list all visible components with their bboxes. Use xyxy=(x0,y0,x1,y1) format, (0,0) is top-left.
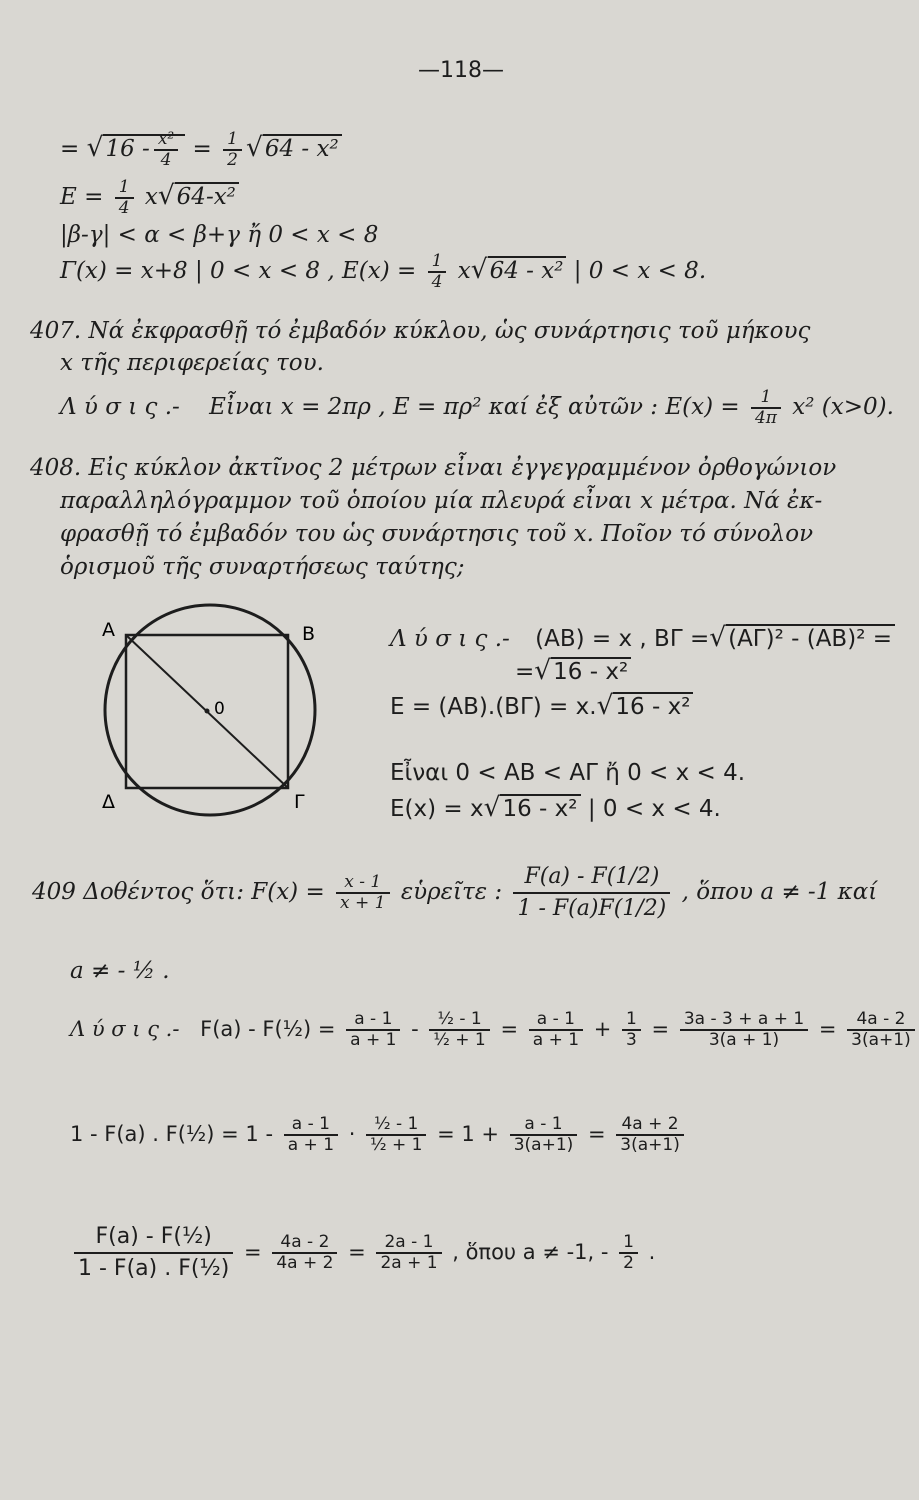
expr: x xyxy=(144,184,158,210)
problem-text: εὑρεῖτε : xyxy=(400,879,503,905)
problem-408-line-2: παραλληλόγραμμον τοῦ ὁποίου μία πλευρά εἶναι x μέτρα. Νά ἐκ- xyxy=(60,488,823,514)
expr: | 0 < x < 8. xyxy=(573,258,707,284)
solution-409-line-1 xyxy=(70,1010,919,1050)
center-point xyxy=(205,709,210,714)
derivation-line-2: E = $\frac{1}{4}$ x√64-x² xyxy=(60,178,239,218)
eq-sign: = xyxy=(60,136,87,162)
solution-409-line-2 xyxy=(70,1115,688,1155)
fraction: $\frac{1}{3}$ xyxy=(622,1010,641,1050)
operator: - xyxy=(411,1017,419,1041)
expr: (AΓ)² - (AB)² = xyxy=(726,624,895,652)
expr: F(a) - F(½) = xyxy=(200,1017,336,1041)
fraction: $\frac{4a - 2}{4a + 2}$ xyxy=(272,1233,337,1273)
expr: 1 - F(a) . F(½) = 1 - xyxy=(70,1122,274,1146)
expr: (AB) = x , BΓ = xyxy=(535,626,710,652)
fraction: $\frac{1}{4}$ xyxy=(115,178,134,218)
expr: = 1 + xyxy=(437,1122,500,1146)
vertex-label-d: Δ xyxy=(102,791,115,813)
expr: , ὅπου a ≠ -1, - xyxy=(452,1240,609,1264)
solution-407 xyxy=(60,388,894,428)
operator: = xyxy=(244,1240,262,1264)
fraction: $\frac{4a + 2}{3(a+1)}$ xyxy=(616,1115,684,1155)
problem-number: 408. xyxy=(30,455,82,481)
problem-text: Εἰς κύκλον ἀκτῖνος 2 μέτρων εἶναι ἐγγεγραμμένον ὀρθογώνιον xyxy=(88,455,837,481)
vertex-label-g: Γ xyxy=(294,791,305,813)
operator: = xyxy=(500,1017,519,1041)
fraction: $\frac{x - 1}{x + 1}$ xyxy=(336,873,389,913)
expr: 16 - xyxy=(105,136,150,162)
expr: E(x) = x xyxy=(390,796,484,822)
fraction: $\frac{\text{½ - 1}}{\text{½ + 1}}$ xyxy=(366,1115,426,1155)
fraction: $\frac{1}{2}$ xyxy=(223,130,242,170)
circle-rectangle-figure xyxy=(80,610,350,820)
expr: E = xyxy=(60,184,104,210)
operator: + xyxy=(593,1017,612,1041)
solution-label: Λ ύ σ ι ς .- xyxy=(70,1017,180,1041)
fraction: $\frac{a - 1}{a + 1}$ xyxy=(529,1010,583,1050)
problem-407-line-1 xyxy=(30,318,810,344)
solution-label: Λ ύ σ ι ς .- xyxy=(390,626,510,652)
fraction: $\frac{3a - 3 + a + 1}{3(a + 1)}$ xyxy=(680,1010,808,1050)
fraction: $\frac{1}{4\pi}$ xyxy=(751,388,781,428)
problem-number: 409 xyxy=(32,879,76,905)
expr: 64 - x² xyxy=(263,134,342,162)
fraction: $\frac{\text{x²}}{4}$ xyxy=(154,130,178,170)
expr: E = (AB).(BΓ) = x. xyxy=(390,694,597,720)
center-label: 0 xyxy=(214,699,225,719)
problem-409-line-1 xyxy=(32,862,877,924)
eq-sign: = xyxy=(515,659,535,685)
solution-408-line-3: E = (AB).(BΓ) = x.√16 - x² xyxy=(390,690,693,721)
expr: 64-x² xyxy=(175,182,239,210)
page-number: —118— xyxy=(418,58,504,83)
fraction: $\frac{1}{2}$ xyxy=(619,1233,638,1273)
solution-408-line-4: Εἶναι 0 < AB < AΓ ἤ 0 < x < 4. xyxy=(390,760,746,786)
vertex-label-b: B xyxy=(302,623,316,645)
problem-408-line-1 xyxy=(30,455,836,481)
operator: = xyxy=(651,1017,670,1041)
expr: x² (x>0). xyxy=(792,394,894,420)
solution-408-line-2: =√16 - x² xyxy=(515,655,631,686)
fraction: $\frac{\text{F(a) - F(½)}}{\text{1 - F(a) . F(½)}}$ xyxy=(74,1222,233,1284)
derivation-line-4: Γ(x) = x+8 | 0 < x < 8 , E(x) = $\frac{1}{4}$ x√64 - x² | 0 < x < 8. xyxy=(60,251,707,292)
fraction: $\frac{2a - 1}{2a + 1}$ xyxy=(376,1233,441,1273)
expr: | 0 < x < 4. xyxy=(587,796,721,822)
solution-408-line-5: E(x) = x√16 - x² | 0 < x < 4. xyxy=(390,792,721,823)
expr: 16 - x² xyxy=(500,794,580,822)
solution-408-line-1: Λ ύ σ ι ς .- (AB) = x , BΓ =√(AΓ)² - (AB)² = xyxy=(390,622,895,653)
expr: . xyxy=(648,1240,656,1264)
fraction: $\frac{a - 1}{a + 1}$ xyxy=(284,1115,338,1155)
fraction: $\frac{1}{4}$ xyxy=(428,252,447,292)
problem-number: 407. xyxy=(30,318,82,344)
expr: Γ(x) = x+8 | 0 < x < 8 , E(x) = xyxy=(60,258,417,284)
solution-label: Λ ύ σ ι ς .- xyxy=(60,394,180,420)
fraction: $\frac{a - 1}{a + 1}$ xyxy=(346,1010,400,1050)
derivation-line-3: |β-γ| < α < β+γ ἤ 0 < x < 8 xyxy=(60,222,379,248)
operator: = xyxy=(818,1017,837,1041)
problem-408-line-3: φρασθῇ τό ἐμβαδόν του ὡς συνάρτησις τοῦ x. Ποῖον τό σύνολον xyxy=(60,521,814,547)
problem-408-line-4: ὁρισμοῦ τῆς συναρτήσεως ταύτης; xyxy=(60,554,465,580)
problem-407-line-2: x τῆς περιφερείας του. xyxy=(60,350,324,376)
expr: 16 - x² xyxy=(551,657,631,685)
problem-409-line-2: a ≠ - ½ . xyxy=(70,958,170,984)
expr: x xyxy=(457,258,471,284)
problem-text: , ὅπου a ≠ -1 καί xyxy=(681,879,878,905)
expr: Εἶναι x = 2πρ , E = πρ² καί ἐξ αὐτῶν : E(x) = xyxy=(209,394,740,420)
problem-text: Δοθέντος ὅτι: F(x) = xyxy=(83,879,325,905)
fraction: $\frac{4a - 2}{3(a+1)}$ xyxy=(847,1010,915,1050)
fraction: $\frac{a - 1}{3(a+1)}$ xyxy=(510,1115,578,1155)
operator: = xyxy=(348,1240,366,1264)
expr: 16 - x² xyxy=(613,692,693,720)
fraction: $\frac{\text{½ - 1}}{\text{½ + 1}}$ xyxy=(429,1010,489,1050)
fraction: $\frac{F(a) - F(1/2)}{1 - F(a)F(1/2)}$ xyxy=(513,862,670,924)
problem-text: Νά ἐκφρασθῇ τό ἐμβαδόν κύκλου, ὡς συνάρτησις τοῦ μήκους xyxy=(88,318,811,344)
vertex-label-a: A xyxy=(102,619,115,641)
derivation-line-1: = √16 - $\frac{\text{x²}}{4}$ = $\frac{1}{2}$ √64 - x² xyxy=(60,130,342,170)
operator: · xyxy=(348,1122,356,1146)
expr: 64 - x² xyxy=(488,256,567,284)
solution-409-line-3 xyxy=(70,1222,655,1284)
operator: = xyxy=(587,1122,606,1146)
eq-sign: = xyxy=(192,136,212,162)
